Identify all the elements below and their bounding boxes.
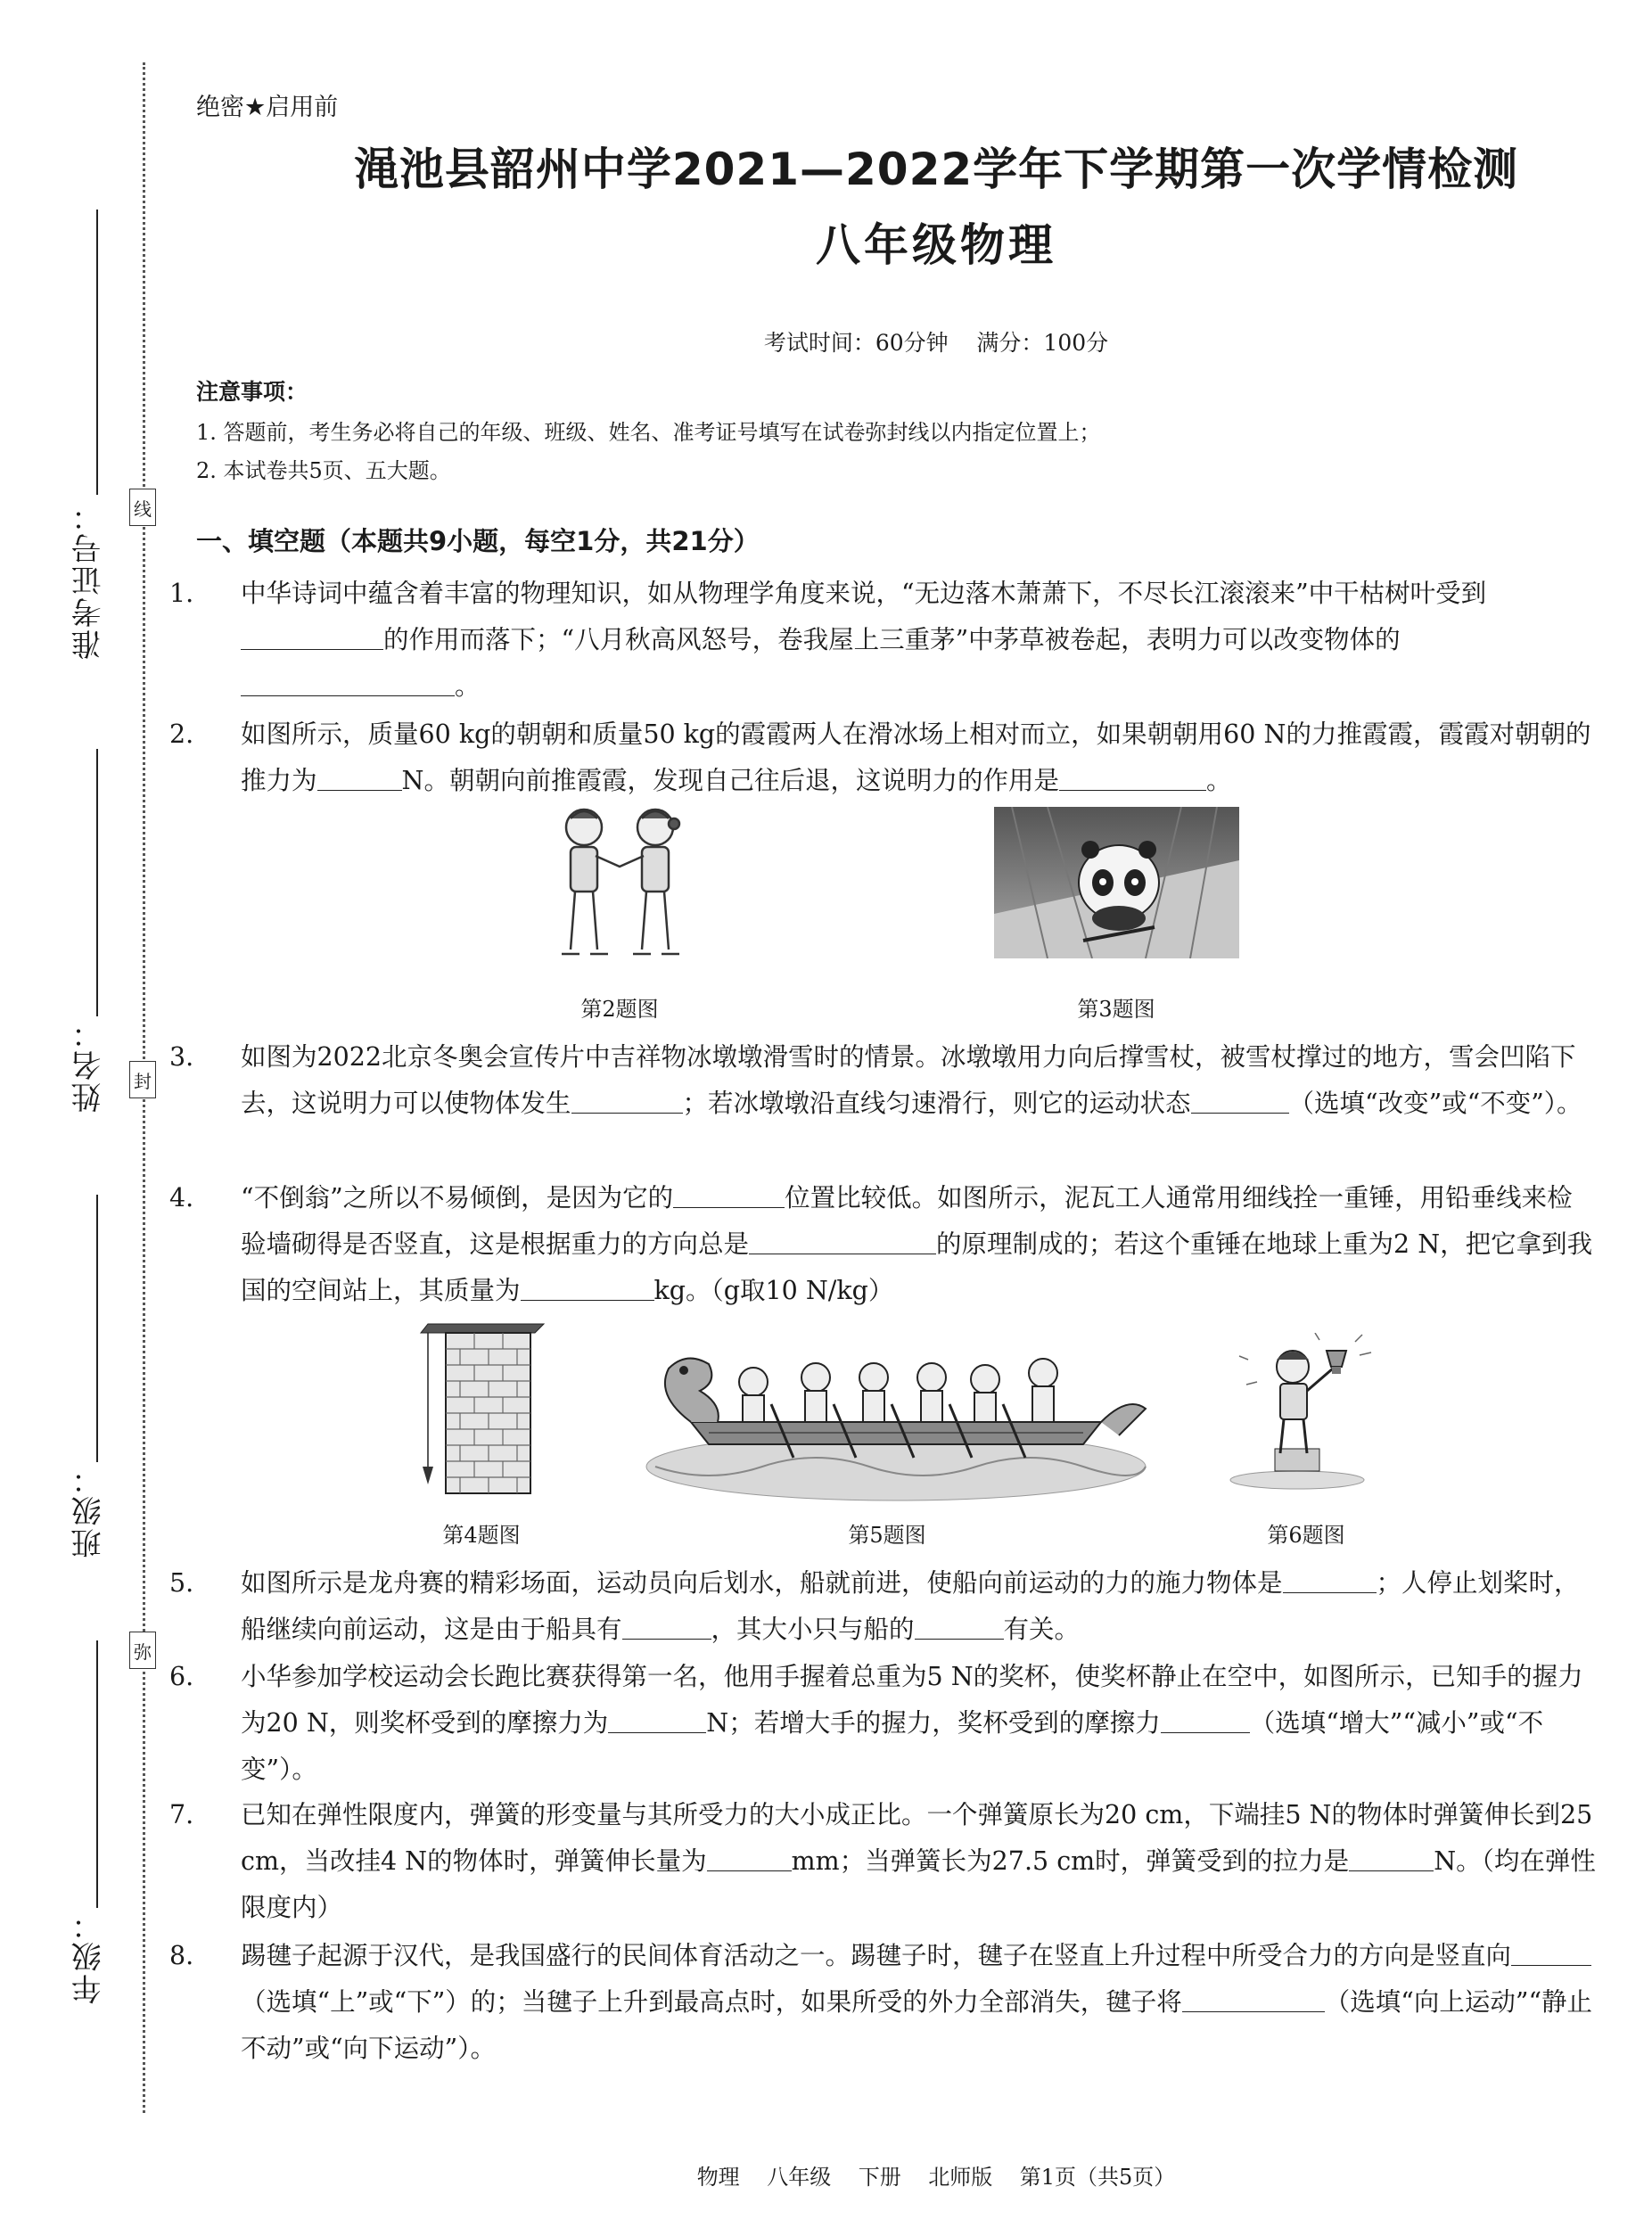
confidential-mark: 绝密★启用前 [196, 94, 339, 121]
answer-blank[interactable] [622, 1614, 711, 1640]
question-text: 如图所示是龙舟赛的精彩场面，运动员向后划水，船就前进，使船向前运动的力的施力物体是 [241, 1568, 1283, 1598]
figure-6-caption: 第6题图 [1267, 1523, 1345, 1548]
answer-blank[interactable] [241, 624, 383, 650]
dragon-boat-figure [637, 1333, 1150, 1502]
question-text: 。 [455, 671, 481, 701]
figure-2-caption: 第2题图 [580, 997, 659, 1022]
question-number: 4. [169, 1183, 194, 1213]
question-number: 8. [169, 1941, 194, 1970]
figure-3-caption: 第3题图 [1077, 997, 1155, 1022]
question-text: 位置比较低。如图所示，泥瓦工人通常用细线拴一重锤，用铅垂线来检验墙砌得是否竖直，这是根据重力的方向总是 [241, 1183, 1573, 1259]
question-number: 5. [169, 1568, 194, 1598]
answer-blank[interactable] [1161, 1707, 1250, 1733]
exam-info: 考试时间：60分钟 满分：100分 [763, 330, 1109, 356]
answer-blank[interactable] [915, 1614, 1004, 1640]
question-text: 如图所示，质量60 kg的朝朝和质量50 kg的霞霞两人在滑冰场上相对而立，如果朝朝用60 N的力推霞霞，霞霞对朝朝的推力为 [241, 719, 1591, 795]
page-title: 渑池县韶州中学2021—2022学年下学期第一次学情检测 [353, 144, 1519, 195]
question-text: （选填“向上运动”“静止不动”或“向下运动”）。 [241, 1987, 1593, 2063]
question-4 [169, 1175, 1596, 1314]
question-text: 踢毽子起源于汉代，是我国盛行的民间体育活动之一。踢毽子时，毽子在竖直上升过程中所受合力的方向是竖直向 [241, 1941, 1512, 1970]
wall-plumb-figure [410, 1315, 553, 1498]
notice-item-1: 1. 答题前，考生务必将自己的年级、班级、姓名、准考证号填写在试卷弥封线以内指定位置上； [196, 420, 1101, 445]
answer-blank[interactable] [1349, 1846, 1434, 1871]
question-1 [169, 571, 1596, 710]
notice-title: 注意事项： [196, 379, 308, 405]
seal-mark-feng: 封 [129, 1061, 156, 1098]
exam-number-label: 准考证号： [71, 499, 107, 660]
question-2 [169, 711, 1596, 804]
seal-mark-xian: 线 [129, 489, 156, 526]
question-text: 如图为2022北京冬奥会宣传片中吉祥物冰墩墩滑雪时的情景。冰墩墩用力向后撑雪杖，被雪杖撑过的地方，雪会凹陷下去，这说明力可以使物体发生 [241, 1042, 1576, 1118]
section-title: 一、填空题（本题共9小题，每空1分，共21分） [196, 526, 760, 556]
grade-line [96, 1640, 98, 1908]
notice-item-2: 2. 本试卷共5页、五大题。 [196, 458, 451, 483]
question-text: 中华诗词中蕴含着丰富的物理知识，如从物理学角度来说，“无边落木萧萧下，不尽长江滚滚来”中干枯树叶受到 [241, 579, 1487, 608]
question-text: N；若增大手的握力，奖杯受到的摩擦力 [706, 1708, 1161, 1738]
question-text: 。 [1205, 766, 1232, 795]
question-number: 7. [169, 1800, 194, 1829]
question-text: N。朝朝向前推霞霞，发现自己往后退，这说明力的作用是 [401, 766, 1059, 795]
question-number: 1. [169, 579, 194, 608]
trophy-boy-figure [1221, 1333, 1391, 1493]
answer-blank[interactable] [608, 1707, 706, 1733]
question-8 [169, 1933, 1596, 2072]
class-label: 班级： [71, 1462, 107, 1558]
question-text: mm；当弹簧长为27.5 cm时，弹簧受到的拉力是 [791, 1846, 1350, 1876]
answer-blank[interactable] [571, 1088, 683, 1114]
question-text: （选填“增大”“减小”或“不变”）。 [241, 1708, 1544, 1784]
grade-label: 年级： [71, 1908, 107, 2004]
question-text: ，其大小只与船的 [711, 1615, 915, 1644]
answer-blank[interactable] [521, 1275, 654, 1301]
answer-blank[interactable] [1182, 1986, 1325, 2012]
class-line [96, 1195, 98, 1462]
question-7 [169, 1792, 1596, 1931]
answer-blank[interactable] [749, 1229, 936, 1254]
figure-4-caption: 第4题图 [442, 1523, 521, 1548]
seal-mark-mi: 弥 [129, 1632, 156, 1669]
answer-blank[interactable] [1511, 1940, 1591, 1966]
question-text: N。（均在弹性限度内） [241, 1846, 1596, 1922]
question-text: 的作用而落下；“八月秋高风怒号，卷我屋上三重茅”中茅草被卷起，表明力可以改变物体的 [383, 625, 1401, 654]
question-text: （选填“改变”或“不变”）。 [1288, 1089, 1582, 1118]
question-number: 3. [169, 1042, 194, 1072]
exam-number-line [96, 210, 98, 495]
answer-blank[interactable] [317, 765, 402, 791]
page-footer: 物理 八年级 下册 北师版 第1页（共5页） [696, 2165, 1176, 2190]
question-text: kg。（g取10 N/kg） [653, 1276, 894, 1305]
question-text: “不倒翁”之所以不易倾倒，是因为它的 [241, 1183, 674, 1213]
question-6 [169, 1654, 1596, 1793]
name-label: 姓名： [71, 1016, 107, 1113]
question-text: 小华参加学校运动会长跑比赛获得第一名，他用手握着总重为5 N的奖杯，使奖杯静止在空中，如图所示，已知手的握力为20 N，则奖杯受到的摩擦力为 [241, 1662, 1583, 1738]
name-line [96, 749, 98, 1016]
page-subtitle: 八年级物理 [816, 219, 1056, 271]
answer-blank[interactable] [707, 1846, 792, 1871]
question-text: ；人停止划桨时，船继续向前运动，这是由于船具有 [241, 1568, 1580, 1644]
question-number: 2. [169, 719, 194, 749]
answer-blank[interactable] [1059, 765, 1206, 791]
answer-blank[interactable] [241, 670, 455, 696]
question-text: 已知在弹性限度内，弹簧的形变量与其所受力的大小成正比。一个弹簧原长为20 cm，下端挂5 N的物体时弹簧伸长到25 cm，当改挂4 N的物体时，弹簧伸长量为 [241, 1800, 1593, 1876]
question-text: 有关。 [1003, 1615, 1081, 1644]
answer-blank[interactable] [673, 1182, 785, 1208]
answer-blank[interactable] [1283, 1567, 1377, 1593]
question-number: 6. [169, 1662, 194, 1691]
question-5 [169, 1560, 1596, 1653]
figure-5-caption: 第5题图 [848, 1523, 926, 1548]
question-text: ；若冰墩墩沿直线匀速滑行，则它的运动状态 [682, 1089, 1191, 1118]
question-3 [169, 1034, 1596, 1127]
question-text: 的原理制成的；若这个重锤在地球上重为2 N，把它拿到我国的空间站上，其质量为 [241, 1229, 1593, 1305]
skaters-figure [535, 802, 704, 972]
answer-blank[interactable] [1191, 1088, 1289, 1114]
question-text: （选填“上”或“下”）的；当毽子上升到最高点时，如果所受的外力全部消失，毽子将 [241, 1987, 1182, 2017]
mascot-skiing-figure [994, 807, 1239, 958]
